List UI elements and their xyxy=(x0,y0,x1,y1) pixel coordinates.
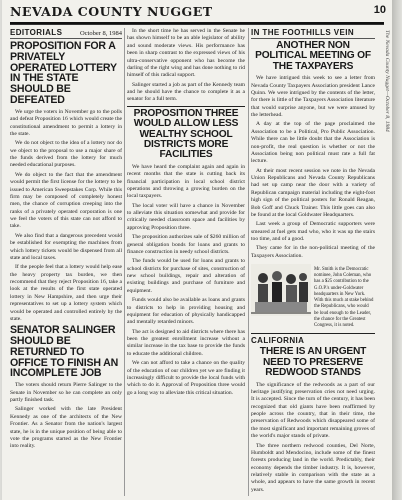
proposition-paragraph: The funds would be used for loans and grants to school districts for purchase of sites, construction of new school buildings, repair and alteration of existing buildings and purchase of furniture and equipment. xyxy=(127,258,245,294)
proposition-paragraph: The proposition authorizes sale of $260 million of general obligation bonds for loans and grants to finance construction in needy school districts. xyxy=(127,234,245,255)
column-center xyxy=(127,28,245,399)
foothills-paragraph: We have intrigued this week to see a letter from Nevada County Taxpayers Association president Lance Quinn. We were intrigued by the contents of the letter, for there is little of the Taxpayers Association literature that would surprise anyone, but we were amused by the letterhead. xyxy=(251,75,375,119)
redwood-paragraph: The three northern redwood counties, Del Norte, Humboldt and Mendocino, include some of the finest forests producing land in the world. Predictably, their economy depends the timber industry. It is, however, relatively stable in comparison with the state as a whole, and appears to have the same growth in recent years. xyxy=(251,442,375,493)
editorials-header xyxy=(10,28,122,39)
lottery-paragraph: We do not object to the idea of a lottery nor do we object to the proposal to use a major share of the funds derived from the lottery for much needed educational purposes. xyxy=(10,140,122,169)
proposition-paragraph: We have heard the complaint again and again in recent months that the state is cutting back its financial participation in local school district operations and throwing a growing burden on the local taxpayers. xyxy=(127,163,245,200)
salinger-continued-paragraph: Salinger started a job as part of the Kennedy team and he should have the chance to complete it as a senator for a full term. xyxy=(127,81,245,103)
proposition-paragraph: We can not afford to take a chance on the quality of the education of our children yet we are finding it increasingly difficult to provide the local funds with which to do it. Approval of Proposition three would go a long way to alleviate this critical situation. xyxy=(127,360,245,396)
column-editorials xyxy=(10,28,122,453)
section-rule xyxy=(127,106,245,107)
salinger-headline: SENATOR SALINGER SHOULD BE RETURNED TO OFFICE TO FINISH AN INCOMPLETE JOB xyxy=(10,324,119,380)
page-number: 10 xyxy=(373,4,386,16)
foothills-label: IN THE FOOTHILLS VEIN xyxy=(251,28,355,37)
spine-text xyxy=(381,30,391,190)
column-divider xyxy=(248,28,249,496)
salinger-continued-paragraph: In the short time he has served in the Senate he has shown himself to be an able legislator of ability and sound moderate views. His performance has been in sharp contrast to the expressed views of his ultra-conservative opponent who has become the darling of the right wing and has done nothing to rid himself of this radical support. xyxy=(127,28,245,79)
california-label: CALIFORNIA xyxy=(251,336,305,346)
section-rule xyxy=(251,333,375,334)
spine-label: The Nevada County Nugget—October 8, 1984 xyxy=(384,30,390,132)
foothills-headline: ANOTHER NON POLITICAL MEETING OF THE TAXPAYERS xyxy=(255,40,371,72)
foothills-header xyxy=(251,28,375,39)
newspaper-page xyxy=(2,0,392,500)
lottery-headline: PROPOSITION FOR A PRIVATELY OPERATED LOTTERY IN THE STATE SHOULD BE DEFEATED xyxy=(10,40,117,106)
salinger-paragraph: Salinger worked with the late President Kennedy as one of the architects of the New Frontier. As a Senator from the nation's largest state, he is in the unique position of being able to vote the programs started as the New Frontier into reality. xyxy=(10,406,122,450)
crowd-illustration xyxy=(251,264,311,316)
proposition-paragraph: The local voter will have a chance in November to alleviate this situation somewhat and provide for critically needed classroom space and facilities by approving Proposition three. xyxy=(127,202,245,231)
redwood-headline: THERE IS AN URGENT NEED TO PRESERVE REDWOOD STANDS xyxy=(259,346,367,379)
foothills-paragraph: A day at the top of the page proclaimed the Association to be a Political, Pro Public Association. While there can be little doubt that the Association is non-profit, the real question is whether or not the Association being non political must rate a full fat lecture. xyxy=(251,121,375,165)
column-divider xyxy=(124,28,125,496)
foothills-paragraph: They came for in the non-political meeting of the Taxpayers Association. xyxy=(251,245,375,259)
foothills-paragraph: At their most recent session we note in the Nevada Union Republicans and Nevada County Republicans had set up camp near the door with a variety of Republican campaign material including the eight-foot high sign of the political posters for Ronald Reagan, Bob Goff and Chuck Trainer. This little goes can also be found at the local Goldwater Headquarters. xyxy=(251,167,375,218)
column-right xyxy=(251,28,375,496)
lottery-paragraph: We do object to the fact that the amendment would permit the first license for the lottery to be issued to American Sweepstakes Corp. While this firm may be composed of completely honest men, the chance of corruption creeping into the ranks of a privately operated corporation is one we feel the voters of this state can not afford to take. xyxy=(10,171,122,230)
illustration-block xyxy=(251,262,375,331)
proposition-paragraph: The act is designed to aid districts where there has been the greatest enrollment increase without a similar increase in the tax base to provide the funds to educate the additional children. xyxy=(127,328,245,357)
redwood-paragraph: The significance of the redwoods as a part of our heritage justifying preservation cries not need urging. It is accepted. Since the turn of the century, it has been recognized that old giants have been reaffirmed by people across the country, that in their time, the preservation of Redwoods which disappeared some of the most significant and important remaining groves of the world's major stands of private. xyxy=(251,381,375,440)
editorials-date: October 8, 1984 xyxy=(79,30,122,37)
masthead xyxy=(10,4,384,24)
foothills-paragraph: Last week a group of Democratic supporters were smeared at fuel gets mad who, who it was up the stairs too time, and of a good. xyxy=(251,221,375,243)
illustration-caption: Mr. Smith is the Democratic nominee, John Coleman, who has a $25 contribution to the G.O.P.'s under-Goldwater headquarters in New York. With this much at stake behind the Republicans, who would be loud enough to the Leader, the chance for the Greatest Congress, it is noted. xyxy=(314,267,374,329)
proposition-three-headline: PROPOSITION THREE WOULD ALLOW LESS WEALTHY SCHOOL DISTRICTS MORE FACILITIES xyxy=(133,107,239,161)
proposition-paragraph: Funds would also be available as loans and grants to districts to help in providing housing and equipment for education of physically handicapped and mentally retarded minors. xyxy=(127,297,245,326)
lottery-paragraph: If the people feel that a lottery would help ease the heavy property tax burden, we then recommend that they reject Proposition 16, take a look at the results of the first state operated lottery in New Hampshire, and then urge their representatives to set up a lottery system which would be operated and controlled entirely by the state. xyxy=(10,264,122,322)
salinger-paragraph: The voters should return Pierre Salinger to the Senate in November so he can complete an only partly finished task. xyxy=(10,382,122,404)
lottery-paragraph: We urge the voters in November go to the polls and defeat Proposition 16 which would create the constitutional amendment to permit a lottery in the state. xyxy=(10,108,122,137)
page-edge-shadow xyxy=(392,0,402,500)
masthead-rule xyxy=(10,24,384,25)
newspaper-title: NEVADA COUNTY NUGGET xyxy=(10,4,213,19)
lottery-paragraph: We also find that a dangerous precedent would be established for exempting the machines from which lottery tickets would be dispensed from all state and local taxes. xyxy=(10,232,122,261)
editorials-label: EDITORIALS xyxy=(10,28,63,37)
